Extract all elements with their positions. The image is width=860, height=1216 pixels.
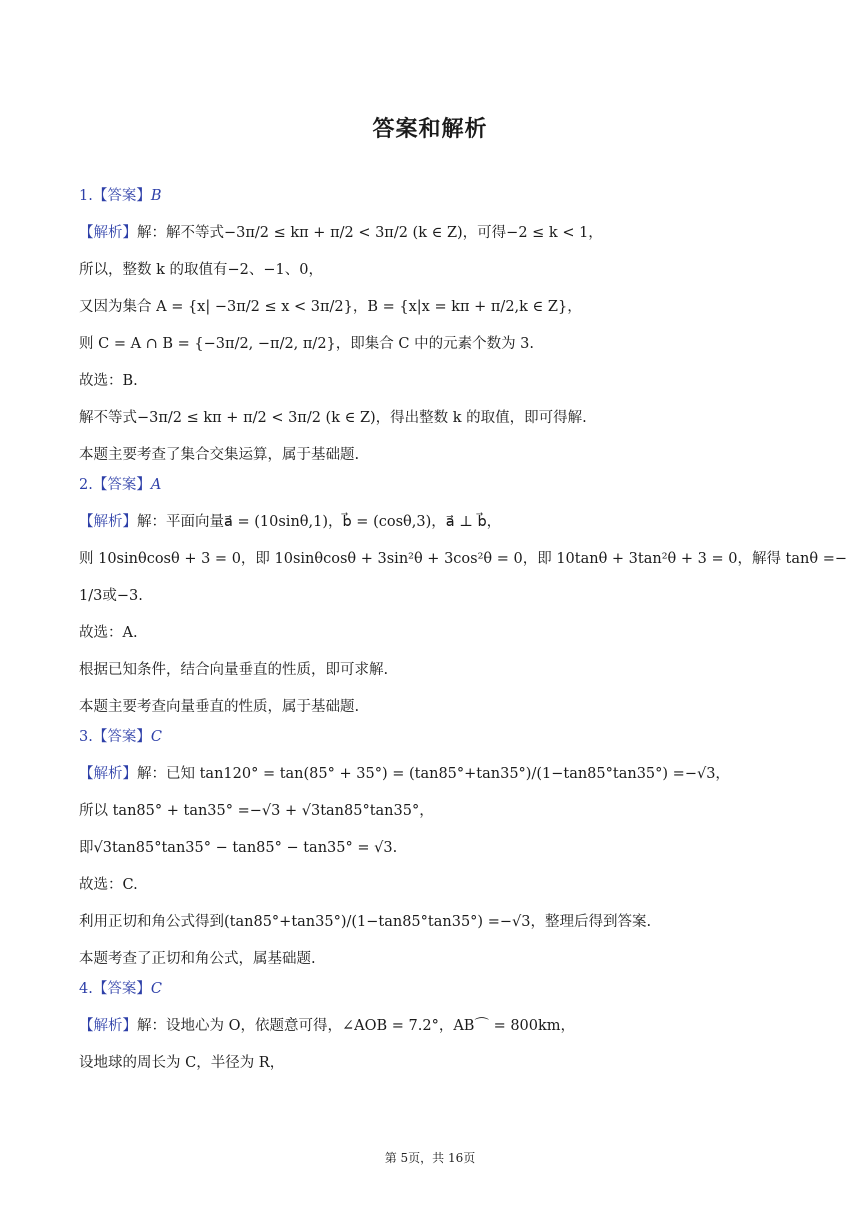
analysis-text: 故选：C. bbox=[79, 877, 138, 893]
analysis-line bbox=[79, 949, 799, 969]
analysis-line bbox=[79, 586, 799, 606]
analysis-text: 则 10sinθcosθ + 3 = 0，即 10sinθcosθ + 3sin²θ + 3cos²θ = 0，即 10tanθ + 3tan²θ + 3 = 0，解得 tanθ =− bbox=[79, 551, 848, 567]
analysis-text: 本题主要考查向量垂直的性质，属于基础题. bbox=[79, 699, 360, 715]
analysis-text: 1/3或−3. bbox=[79, 588, 143, 604]
analysis-tag: 【解析】 bbox=[79, 225, 137, 241]
analysis-line bbox=[79, 764, 799, 784]
analysis-line bbox=[79, 408, 799, 428]
analysis-line bbox=[79, 223, 799, 243]
analysis-text: 则 C = A ∩ B = {−3π/2, −π/2, π/2}，即集合 C 中的元素个数为 3. bbox=[79, 336, 535, 352]
analysis-line bbox=[79, 838, 799, 858]
analysis-line bbox=[79, 1053, 799, 1073]
analysis-text: 解：设地心为 O，依题意可得，∠AOB = 7.2°，AB⌒ = 800km， bbox=[137, 1018, 576, 1034]
analysis-text: 本题考查了正切和角公式，属基础题. bbox=[79, 951, 316, 967]
analysis-text: 利用正切和角公式得到(tan85°+tan35°)/(1−tan85°tan35°) =−√3，整理后得到答案. bbox=[79, 914, 652, 930]
analysis-line bbox=[79, 697, 799, 717]
page-title: 答案和解析 bbox=[372, 117, 488, 142]
analysis-text: 解：解不等式−3π/2 ≤ kπ + π/2 < 3π/2 (k ∈ Z)，可得−2 ≤ k < 1， bbox=[137, 225, 603, 241]
analysis-text: 故选：B. bbox=[79, 373, 138, 389]
analysis-text: 所以 tan85° + tan35° =−√3 + √3tan85°tan35°， bbox=[79, 803, 434, 819]
answer-letter: C bbox=[150, 981, 162, 997]
analysis-line bbox=[79, 912, 799, 932]
analysis-line bbox=[79, 445, 799, 465]
analysis-line bbox=[79, 297, 799, 317]
question-number: 1.【答案】 bbox=[79, 188, 151, 204]
analysis-text: 设地球的周长为 C，半径为 R， bbox=[79, 1055, 285, 1071]
answer-letter: B bbox=[150, 188, 162, 204]
page-footer: 第 5页，共 16页 bbox=[384, 1151, 476, 1165]
answer-letter: C bbox=[150, 729, 162, 745]
answer-content bbox=[79, 186, 848, 1090]
question-header bbox=[79, 475, 799, 495]
question-number: 2.【答案】 bbox=[79, 477, 151, 493]
question-header bbox=[79, 186, 799, 206]
analysis-line bbox=[79, 371, 799, 391]
analysis-text: 又因为集合 A = {x| −3π/2 ≤ x < 3π/2}，B = {x|x = kπ + π/2,k ∈ Z}， bbox=[79, 299, 582, 315]
analysis-text: 解：已知 tan120° = tan(85° + 35°) = (tan85°+tan35°)/(1−tan85°tan35°) =−√3， bbox=[137, 766, 730, 782]
question-header bbox=[79, 979, 799, 999]
analysis-text: 解：平面向量a⃗ = (10sinθ,1)，b⃗ = (cosθ,3)，a⃗ ⊥ b⃗， bbox=[137, 514, 502, 530]
analysis-text: 根据已知条件，结合向量垂直的性质，即可求解. bbox=[79, 662, 389, 678]
analysis-line bbox=[79, 623, 799, 643]
question-number: 4.【答案】 bbox=[79, 981, 151, 997]
analysis-line bbox=[79, 512, 799, 532]
answer-letter: A bbox=[150, 477, 162, 493]
analysis-line bbox=[79, 260, 799, 280]
analysis-line bbox=[79, 875, 799, 895]
question-header bbox=[79, 727, 799, 747]
analysis-tag: 【解析】 bbox=[79, 514, 137, 530]
analysis-text: 所以，整数 k 的取值有−2、−1、0， bbox=[79, 262, 323, 278]
analysis-line bbox=[79, 334, 799, 354]
analysis-text: 即√3tan85°tan35° − tan85° − tan35° = √3. bbox=[79, 840, 398, 856]
analysis-line bbox=[79, 801, 799, 821]
analysis-line bbox=[79, 660, 799, 680]
analysis-text: 故选：A. bbox=[79, 625, 138, 641]
analysis-text: 解不等式−3π/2 ≤ kπ + π/2 < 3π/2 (k ∈ Z)，得出整数 k 的取值，即可得解. bbox=[79, 410, 587, 426]
analysis-tag: 【解析】 bbox=[79, 766, 137, 782]
analysis-tag: 【解析】 bbox=[79, 1018, 137, 1034]
analysis-text: 本题主要考查了集合交集运算，属于基础题. bbox=[79, 447, 360, 463]
analysis-line bbox=[79, 549, 848, 569]
analysis-line bbox=[79, 1016, 799, 1036]
question-number: 3.【答案】 bbox=[79, 729, 151, 745]
